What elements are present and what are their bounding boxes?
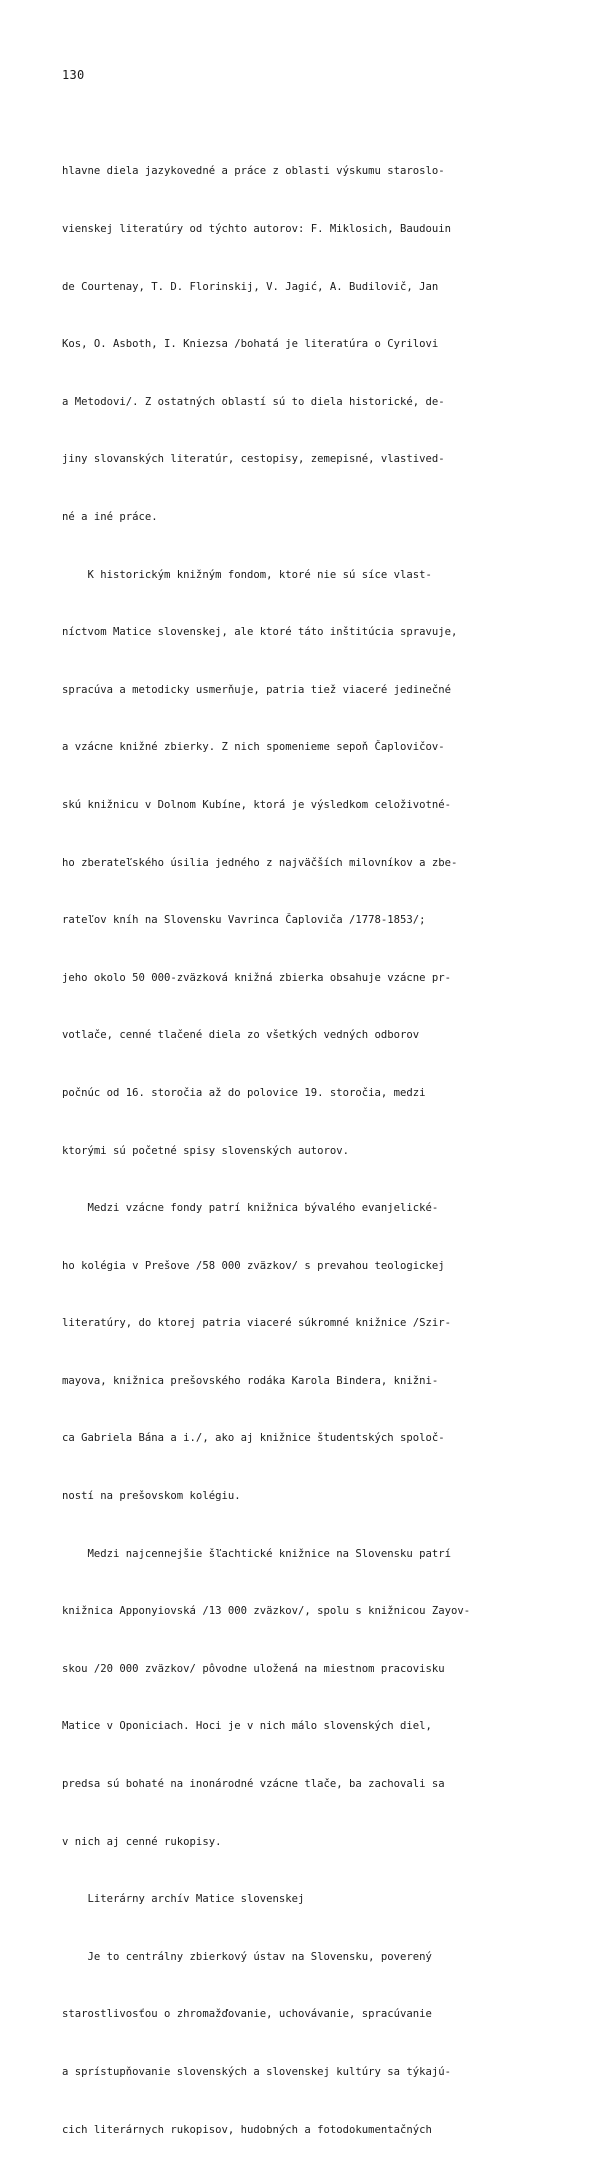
text-line: ho zberateľského úsilia jedného z najväčších milovníkov a zbe-: [62, 856, 458, 869]
text-line: jiny slovanských literatúr, cestopisy, zemepisné, vlastived-: [62, 453, 445, 466]
text-line: v nich aj cenné rukopisy.: [62, 1835, 222, 1848]
text-line: literatúry, do ktorej patria viaceré súkromné knižnice /Szir-: [62, 1317, 452, 1330]
text-line: Je to centrálny zbierkový ústav na Slovensku, poverený: [62, 1950, 432, 1963]
text-line: K historickým knižným fondom, ktoré nie sú síce vlast-: [62, 568, 432, 581]
text-line: spracúva a metodicky usmerňuje, patria tiež viaceré jedinečné: [62, 683, 452, 696]
text-line: Medzi vzácne fondy patrí knižnica bývalého evanjelické-: [62, 1202, 439, 1215]
text-line: né a iné práce.: [62, 510, 158, 523]
page-number: 130: [62, 68, 85, 82]
body-text: [62, 124, 562, 2178]
text-line: skou /20 000 zväzkov/ pôvodne uložená na miestnom pracovisku: [62, 1662, 445, 1675]
text-line: cich literárnych rukopisov, hudobných a fotodokumentačných: [62, 2123, 432, 2136]
text-line: a sprístupňovanie slovenských a slovenskej kultúry sa týkajú-: [62, 2066, 452, 2078]
text-line: skú knižnicu v Dolnom Kubíne, ktorá je výsledkom celoživotné-: [62, 798, 452, 811]
text-line: de Courtenay, T. D. Florinskij, V. Jagić, A. Budilovič, Jan: [62, 280, 439, 293]
text-line: jeho okolo 50 000-zväzková knižná zbierka obsahuje vzácne pr-: [62, 971, 452, 984]
text-line: níctvom Matice slovenskej, ale ktoré táto inštitúcia spravuje,: [62, 626, 458, 639]
text-line: a Metodovi/. Z ostatných oblastí sú to diela historické, de-: [62, 395, 445, 408]
text-line: knižnica Apponyiovská /13 000 zväzkov/, spolu s knižnicou Zayov-: [62, 1605, 471, 1618]
text-line: Kos, O. Asboth, I. Kniezsa /bohatá je literatúra o Cyrilovi: [62, 338, 439, 351]
text-line: starostlivosťou o zhromažďovanie, uchovávanie, spracúvanie: [62, 2008, 432, 2021]
text-line: mayova, knižnica prešovského rodáka Karola Bindera, knižni-: [62, 1374, 439, 1387]
text-line: ca Gabriela Bána a i./, ako aj knižnice študentských spoloč-: [62, 1432, 445, 1445]
text-line: rateľov kníh na Slovensku Vavrinca Čaploviča /1778-1853/;: [62, 914, 426, 927]
text-line: Medzi najcennejšie šľachtické knižnice na Slovensku patrí: [62, 1547, 452, 1560]
text-line: počnúc od 16. storočia až do polovice 19. storočia, medzi: [62, 1086, 426, 1099]
text-line: a vzácne knižné zbierky. Z nich spomenieme sepoň Čaplovičov-: [62, 741, 445, 754]
text-line: votlače, cenné tlačené diela zo všetkých vedných odborov: [62, 1029, 420, 1042]
text-line: ktorými sú početné spisy slovenských autorov.: [62, 1144, 350, 1157]
text-line: ho kolégia v Prešove /58 000 zväzkov/ s prevahou teologickej: [62, 1259, 445, 1272]
text-line: Matice v Oponiciach. Hoci je v nich málo slovenských diel,: [62, 1720, 432, 1733]
text-line: ností na prešovskom kolégiu.: [62, 1490, 241, 1503]
text-line: predsa sú bohaté na inonárodné vzácne tlače, ba zachovali sa: [62, 1778, 445, 1791]
text-line: hlavne diela jazykovedné a práce z oblasti výskumu staroslo-: [62, 165, 445, 178]
text-line: vienskej literatúry od týchto autorov: F. Miklosich, Baudouin: [62, 223, 452, 235]
section-heading: Literárny archív Matice slovenskej: [62, 1893, 305, 1906]
